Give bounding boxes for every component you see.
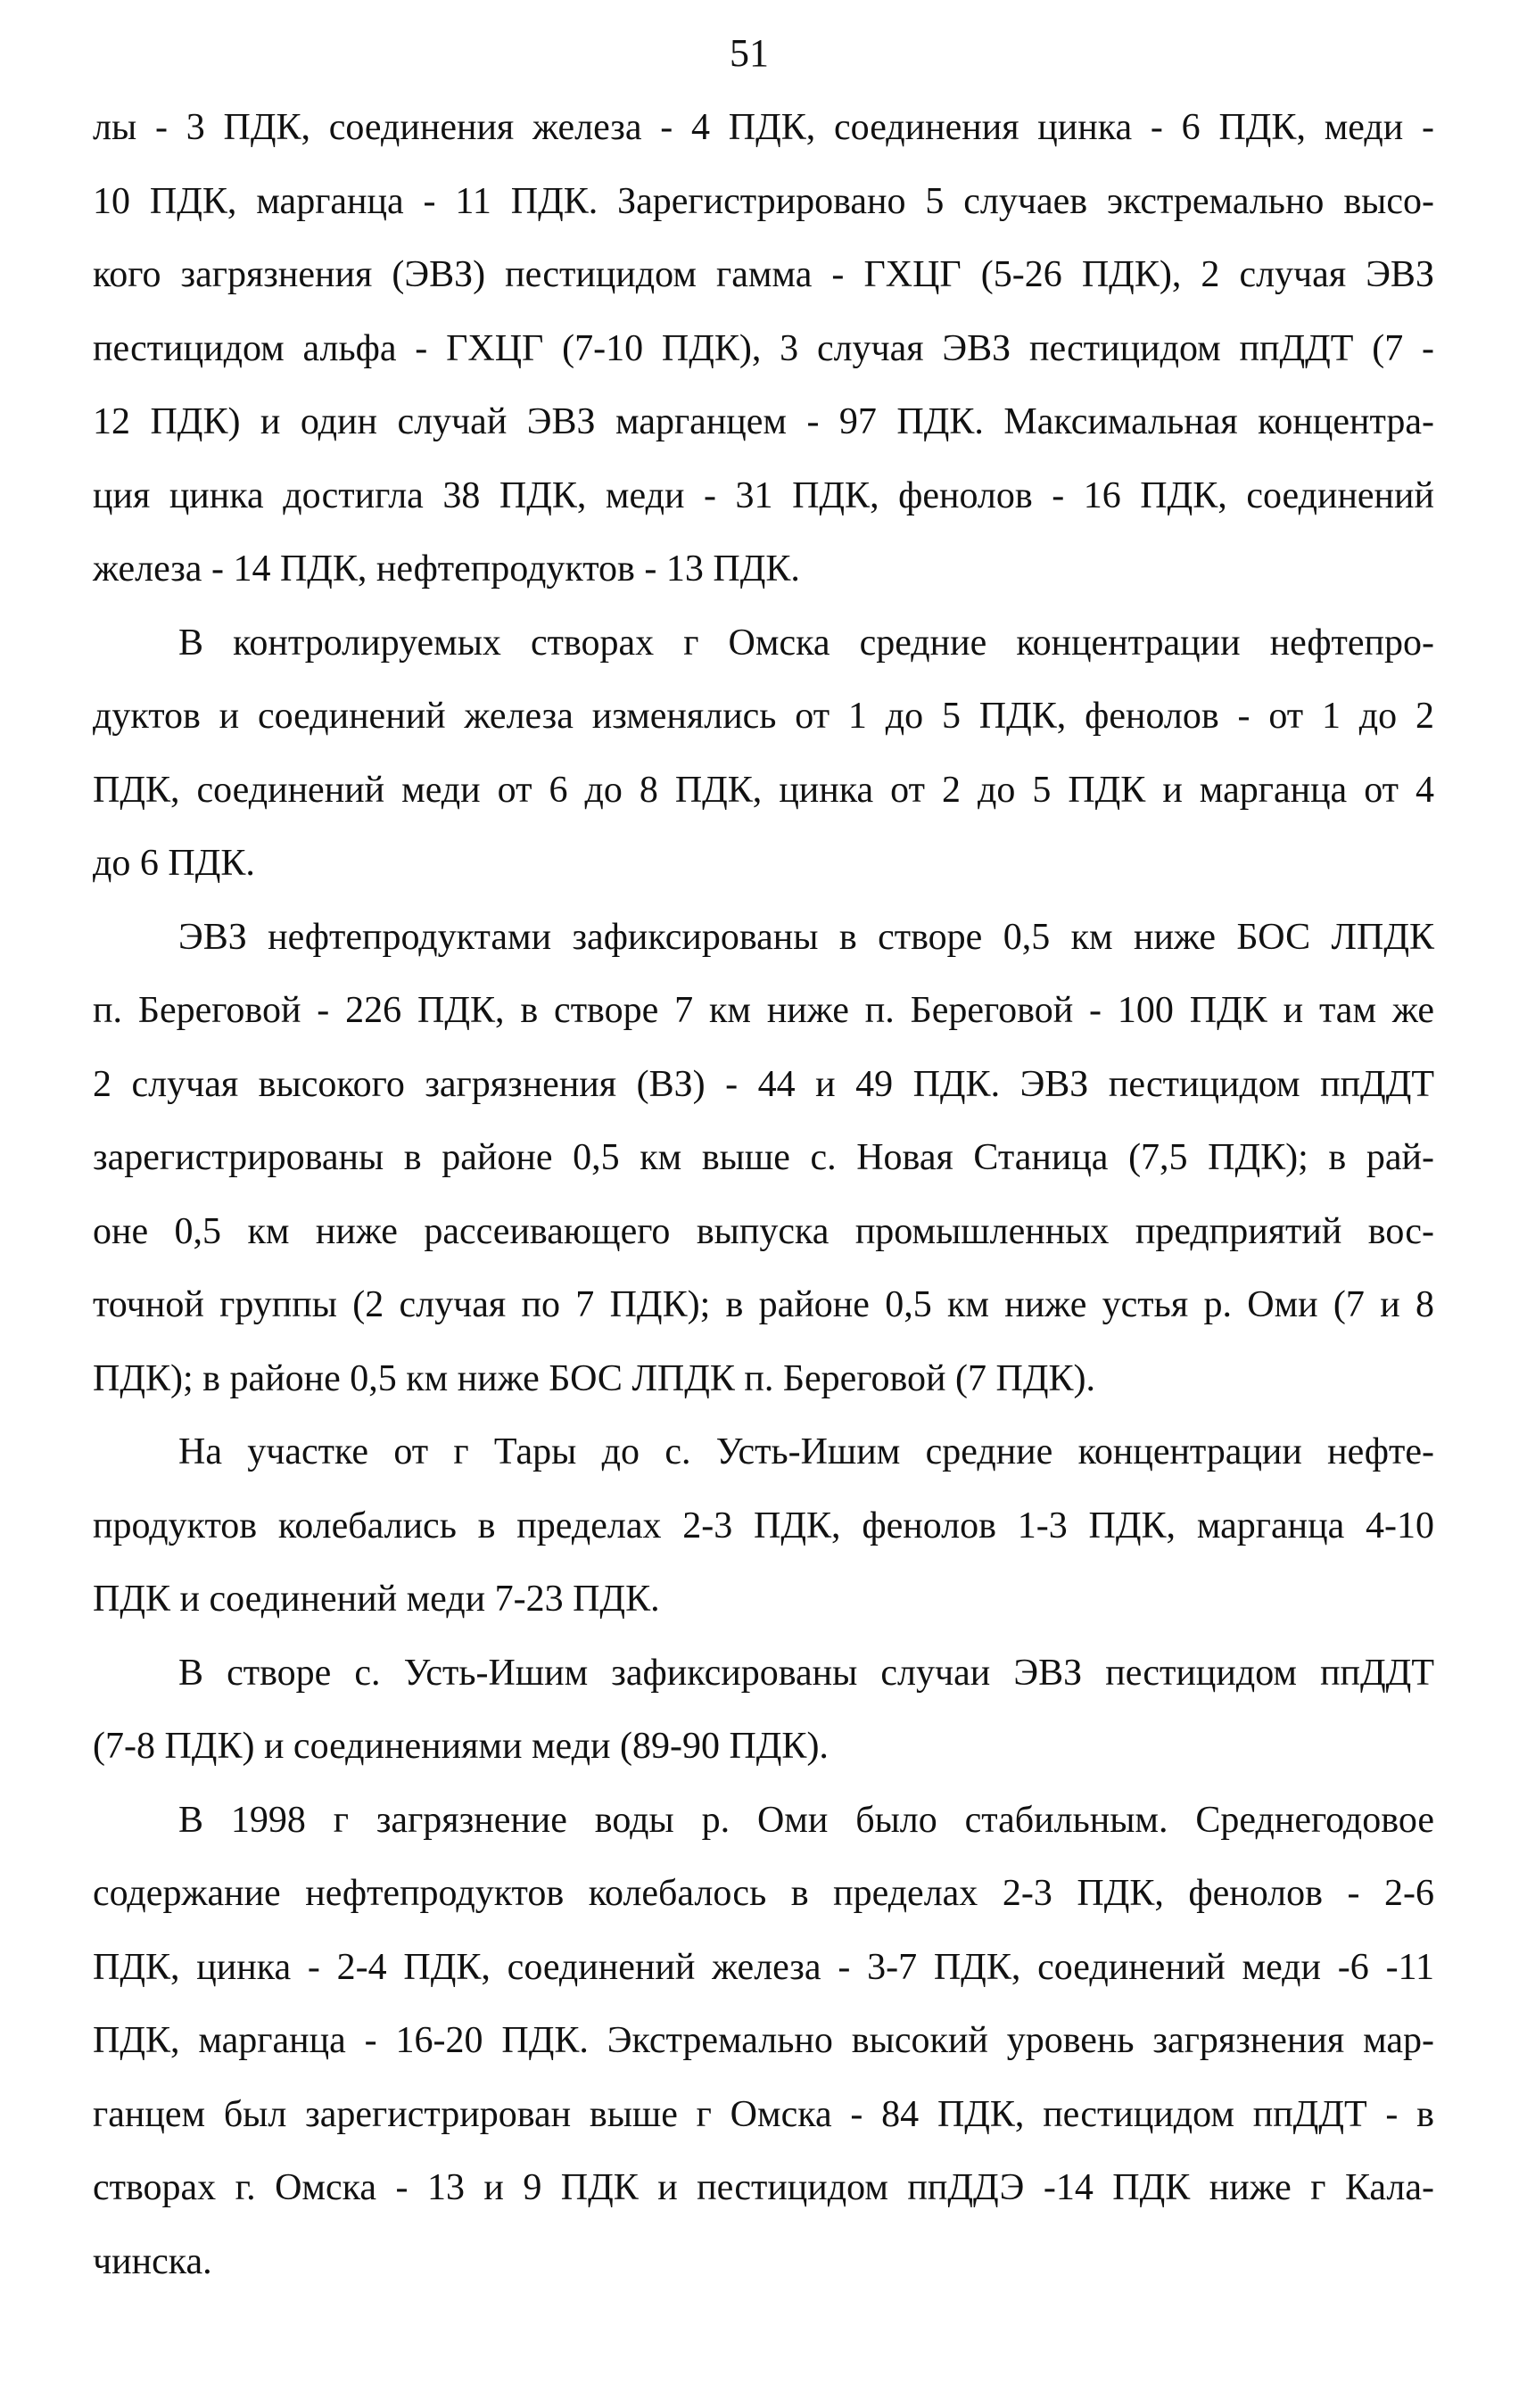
text-line: продуктов колебались в пределах 2-3 ПДК, фенолов 1-3 ПДК, марганца 4-10 <box>93 1505 1434 1546</box>
body-text <box>93 91 1434 2298</box>
text-line: кого загрязнения (ЭВЗ) пестицидом гамма - ГХЦГ (5-26 ПДК), 2 случая ЭВЗ <box>93 254 1434 295</box>
text-line: оне 0,5 км ниже рассеивающего выпуска промышленных предприятий вос- <box>93 1210 1434 1252</box>
text-line: до 6 ПДК. <box>93 843 255 884</box>
text-line: ЭВЗ нефтепродуктами зафиксированы в створе 0,5 км ниже БОС ЛПДК <box>178 916 1434 958</box>
text-line: железа - 14 ПДК, нефтепродуктов - 13 ПДК. <box>93 548 800 590</box>
text-line: 10 ПДК, марганца - 11 ПДК. Зарегистрировано 5 случаев экстремально высо- <box>93 180 1434 222</box>
text-line: ПДК и соединений меди 7-23 ПДК. <box>93 1579 660 1620</box>
text-line: зарегистрированы в районе 0,5 км выше с. Новая Станица (7,5 ПДК); в рай- <box>93 1137 1434 1178</box>
text-line: чинска. <box>93 2240 212 2282</box>
text-line: дуктов и соединений железа изменялись от 1 до 5 ПДК, фенолов - от 1 до 2 <box>93 696 1434 737</box>
page-number: 51 <box>730 31 769 75</box>
text-line: В створе с. Усть-Ишим зафиксированы случаи ЭВЗ пестицидом ппДДТ <box>178 1652 1434 1694</box>
text-line: В 1998 г загрязнение воды р. Оми было стабильным. Среднегодовое <box>178 1799 1434 1841</box>
text-line: (7-8 ПДК) и соединениями меди (89-90 ПДК). <box>93 1726 829 1767</box>
text-line: створах г. Омска - 13 и 9 ПДК и пестицидом ппДДЭ -14 ПДК ниже г Кала- <box>93 2167 1434 2208</box>
text-line: ПДК, марганца - 16-20 ПДК. Экстремально высокий уровень загрязнения мар- <box>93 2020 1434 2061</box>
text-line: п. Береговой - 226 ПДК, в створе 7 км ниже п. Береговой - 100 ПДК и там же <box>93 990 1434 1031</box>
text-line: На участке от г Тары до с. Усть-Ишим средние концентрации нефте- <box>178 1431 1434 1472</box>
text-line: ПДК, цинка - 2-4 ПДК, соединений железа - 3-7 ПДК, соединений меди -6 -11 <box>93 1946 1434 1988</box>
text-line: содержание нефтепродуктов колебалось в пределах 2-3 ПДК, фенолов - 2-6 <box>93 1873 1434 1914</box>
text-line: ПДК); в районе 0,5 км ниже БОС ЛПДК п. Береговой (7 ПДК). <box>93 1357 1095 1399</box>
text-line: точной группы (2 случая по 7 ПДК); в районе 0,5 км ниже устья р. Оми (7 и 8 <box>93 1284 1434 1325</box>
text-line: пестицидом альфа - ГХЦГ (7-10 ПДК), 3 случая ЭВЗ пестицидом ппДДТ (7 - <box>93 327 1434 369</box>
text-line: 2 случая высокого загрязнения (ВЗ) - 44 и 49 ПДК. ЭВЗ пестицидом ппДДТ <box>93 1063 1434 1105</box>
text-line: В контролируемых створах г Омска средние концентрации нефтепро- <box>178 622 1434 664</box>
text-line: 12 ПДК) и один случай ЭВЗ марганцем - 97 ПДК. Максимальная концентра- <box>93 401 1434 442</box>
text-line: ция цинка достигла 38 ПДК, меди - 31 ПДК, фенолов - 16 ПДК, соединений <box>93 474 1434 516</box>
text-line: лы - 3 ПДК, соединения железа - 4 ПДК, соединения цинка - 6 ПДК, меди - <box>93 107 1434 148</box>
text-line: ПДК, соединений меди от 6 до 8 ПДК, цинка от 2 до 5 ПДК и марганца от 4 <box>93 769 1434 811</box>
text-line: ганцем был зарегистрирован выше г Омска - 84 ПДК, пестицидом ппДДТ - в <box>93 2093 1434 2135</box>
